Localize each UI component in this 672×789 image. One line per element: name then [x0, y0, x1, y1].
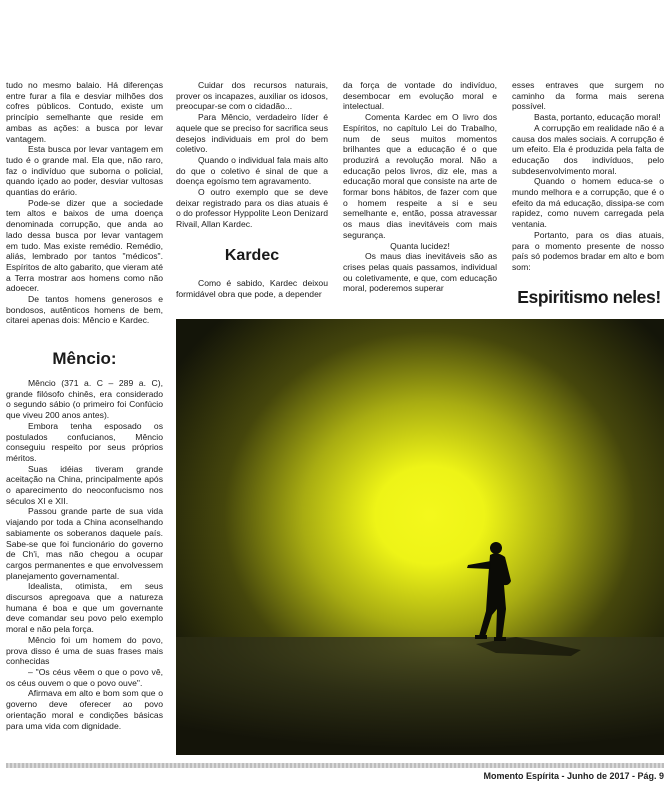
paragraph: Portanto, para os dias atuais, para o momento presente de nosso país só podemos bradar em alto e bom som: [512, 229, 664, 272]
paragraph: Quando o homem educa-se o mundo melhora e a corrupção, que é o efeito da má educação, dissipa-se com rapidez, como nuvem carregada pela ventania. [512, 176, 664, 230]
column-2 [176, 80, 328, 230]
man-in-light-photo [176, 319, 664, 755]
paragraph: esses entraves que surgem no caminho da forma mais serena possível. [512, 80, 664, 112]
exclamation: Quanta lucidez! [390, 240, 450, 251]
paragraph: Passou grande parte de sua vida viajando por toda a China aconselhando sabiamente os soberanos daquele país. Sabe-se que foi funcionário do governo de Ch'i, mas não chegou a ocupar cargos permanentes e que envolvessem planejamento governamental. [6, 506, 163, 581]
quote: – "Os céus vêem o que o povo vê, os céus ouvem o que o povo ouve". [6, 666, 163, 688]
paragraph: Mêncio foi um homem do povo, prova disso é uma de suas frases mais conhecidas [6, 634, 163, 667]
mencio-section [6, 378, 163, 731]
paragraph: Quando o individual fala mais alto do que o coletivo é sinal de que a doença egoísmo tem agravamento. [176, 154, 328, 187]
paragraph: Suas idéias tiveram grande aceitação na China, principalmente após o aparecimento do neoconfucismo nos séculos XI e XII. [6, 463, 163, 506]
paragraph: tudo no mesmo balaio. Há diferenças entre furar a fila e desviar milhões dos cofres públicos. Contudo, existe um princípio semelhante que reside em ambas as ações: a busca por levar vantagem. [6, 80, 163, 144]
paragraph: Cuidar dos recursos naturais, prover os incapazes, auxiliar os idosos, preocupar-se com o cidadão... [176, 80, 328, 112]
footer-bar [6, 763, 664, 768]
column-1 [6, 80, 163, 326]
paragraph: A corrupção em realidade não é a causa dos males sociais. A corrupção é um efeito. Ela é produzida pela falta de educação dos indivíduos, pelo subdesenvolvimento moral. [512, 122, 664, 176]
floor [176, 637, 664, 755]
paragraph: Comenta Kardec em O livro dos Espíritos, no capítulo Lei do Trabalho, num de seus muitos momentos brilhantes que a educação é o que produzirá a revolução moral. Não a educação pelos livros, diz ele, mas a educação moral que consiste na arte de formar bons hábitos, de fazer com que o homem respeite a si e seu semelhante e, então, possa atravessar os maus dias inevitáveis com mais segurança. [343, 112, 497, 240]
paragraph: Como é sabido, Kardec deixou formidável obra que pode, a depender [176, 278, 328, 299]
paragraph: Pode-se dizer que a sociedade tem altos e baixos de uma doença denominada corrupção, que anda ao lado dessa busca por levar vantagem em tudo. Mas existe remédio. Remédio, aliás, lembrado por tantos "médicos". Espíritos de alto gabarito, que vieram até a Terra mostrar aos homens como não adoecer. [6, 197, 163, 294]
man-in-light-illustration [176, 319, 664, 755]
paragraph: Os maus dias inevitáveis são as crises pelas quais passamos, individual ou coletivamente, e que, com educação moral, poderemos superar [343, 251, 497, 294]
espiritismo-heading: Espiritismo neles! [517, 287, 661, 307]
kardec-heading: Kardec [224, 247, 280, 264]
column-4 [512, 80, 664, 273]
paragraph: Esta busca por levar vantagem em tudo é o grande mal. Ela que, não raro, faz o indivíduo que suborna o policial, quando içado ao poder, desviar vultosas quantias do erário. [6, 144, 163, 198]
paragraph: Embora tenha esposado os postulados confucianos, Mêncio conseguiu respeito por seus próprios méritos. [6, 420, 163, 463]
column-3 [343, 80, 497, 294]
paragraph: Mêncio (371 a. C – 289 a. C), grande filósofo chinês, era considerado o segundo sábio (o primeiro foi Confúcio que viveu 200 anos antes). [6, 378, 163, 421]
mencio-heading: Mêncio: [52, 349, 117, 368]
footer-text: Momento Espírita - Junho de 2017 - Pág. 9 [483, 771, 664, 781]
paragraph: Afirmava em alto e bom som que o governo deve oferecer ao povo orientação moral e condições básicas para uma vida com dignidade. [6, 688, 163, 731]
kardec-section [176, 278, 328, 299]
paragraph: da força de vontade do indivíduo, desembocar em evolução moral e intelectual. [343, 80, 497, 112]
paragraph: Para Mêncio, verdadeiro líder é aquele que se preciso for sacrifica seus desejos individuais em prol do bem coletivo. [176, 112, 328, 155]
paragraph: Basta, portanto, educação moral! [534, 112, 661, 123]
paragraph: Idealista, otimista, em seus discursos apregoava que a natureza humana é boa e que um governante deve comandar seu povo pelo exemplo moral e não pela força. [6, 581, 163, 635]
paragraph: O outro exemplo que se deve deixar registrado para os dias atuais é o do professor Hyppolite Leon Denizard Rivail, Allan Kardec. [176, 187, 328, 230]
paragraph: De tantos homens generosos e bondosos, autênticos homens de bem, citarei apenas dois: Mêncio e Kardec. [6, 294, 163, 326]
